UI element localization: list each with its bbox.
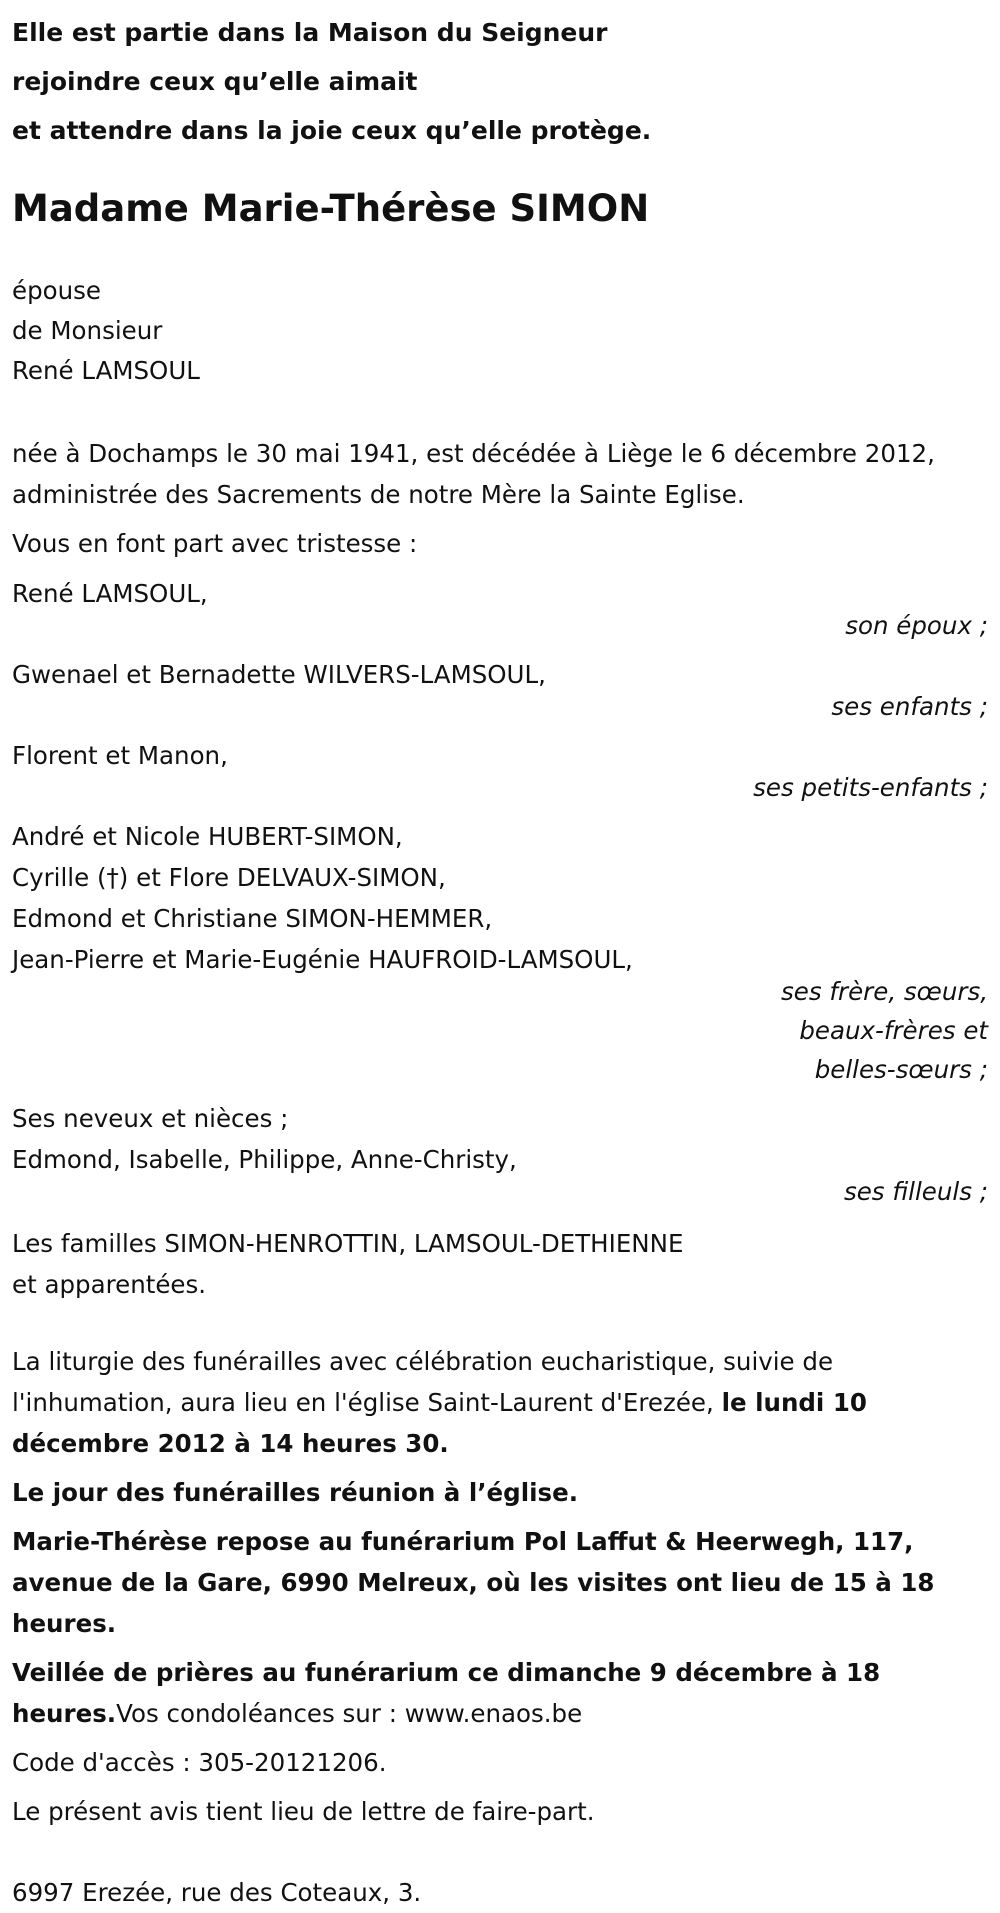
funerarium-line: Marie-Thérèse repose au funérarium Pol Laffut & Heerwegh, 117, <box>12 1527 914 1556</box>
birth-death-line: administrée des Sacrements de notre Mère la Sainte Eglise. <box>12 480 745 509</box>
announcement-intro: Vous en font part avec tristesse : <box>12 529 418 558</box>
spouse-line: épouse <box>12 276 101 305</box>
funerarium-line: avenue de la Gare, 6990 Melreux, où les visites ont lieu de 15 à 18 <box>12 1568 935 1597</box>
family-name-line: Florent et Manon, <box>12 741 228 770</box>
ceremony-block <box>12 1341 988 1464</box>
access-code: Code d'accès : 305-20121206. <box>12 1748 387 1777</box>
relation-line: belles-sœurs ; <box>814 1055 988 1084</box>
faire-part-notice: Le présent avis tient lieu de lettre de faire-part. <box>12 1797 595 1826</box>
relation-line: son époux ; <box>845 611 988 640</box>
family-name-line: Gwenael et Bernadette WILVERS-LAMSOUL, <box>12 660 546 689</box>
family-group <box>12 816 988 1089</box>
ceremony-date: le lundi 10 <box>721 1388 867 1417</box>
family-names <box>12 1098 988 1180</box>
family-name-line: Edmond et Christiane SIMON-HEMMER, <box>12 904 493 933</box>
family-names <box>12 816 988 980</box>
verse-line: Elle est partie dans la Maison du Seigneur <box>12 18 608 47</box>
funerarium-line: heures. <box>12 1609 117 1638</box>
vigil-line: Veillée de prières au funérarium ce dimanche 9 décembre à 18 <box>12 1658 881 1687</box>
deceased-name: Madame Marie-Thérèse SIMON <box>12 187 650 230</box>
family-group <box>12 735 988 807</box>
family-group <box>12 1098 988 1211</box>
family-name-line: René LAMSOUL, <box>12 579 208 608</box>
family-group <box>12 573 988 645</box>
family-name-line: Jean-Pierre et Marie-Eugénie HAUFROID-LAMSOUL, <box>12 945 633 974</box>
vigil-line <box>12 1693 988 1734</box>
relation-line: ses frère, sœurs, <box>781 977 988 1006</box>
reunion-notice: Le jour des funérailles réunion à l’église. <box>12 1478 579 1507</box>
relation-line: ses filleuls ; <box>843 1177 988 1206</box>
verse-line: et attendre dans la joie ceux qu’elle protège. <box>12 116 652 145</box>
family-relation <box>12 972 988 1089</box>
families-line: Les familles SIMON-HENROTTIN, LAMSOUL-DETHIENNE <box>12 1229 684 1258</box>
ceremony-date: décembre 2012 à 14 heures 30. <box>12 1429 449 1458</box>
relation-line: ses enfants ; <box>831 692 988 721</box>
ceremony-line: La liturgie des funérailles avec célébration eucharistique, suivie de <box>12 1347 834 1376</box>
vigil-time: heures. <box>12 1699 117 1728</box>
spouse-line: de Monsieur <box>12 316 163 345</box>
opening-verse <box>12 0 988 155</box>
vigil-block <box>12 1652 988 1734</box>
relation-line: ses petits-enfants ; <box>753 773 988 802</box>
extended-families <box>12 1223 988 1305</box>
birth-death-line: née à Dochamps le 30 mai 1941, est décédée à Liège le 6 décembre 2012, <box>12 439 935 468</box>
family-name-line: Ses neveux et nièces ; <box>12 1104 289 1133</box>
ceremony-text: l'inhumation, aura lieu en l'église Saint-Laurent d'Erezée, <box>12 1388 722 1417</box>
home-address: 6997 Erezée, rue des Coteaux, 3. <box>12 1878 422 1907</box>
birth-death-block <box>12 433 988 515</box>
spouse-block <box>12 271 988 391</box>
family-group <box>12 654 988 726</box>
condolences-text: Vos condoléances sur : www.enaos.be <box>116 1699 583 1728</box>
family-name-line: André et Nicole HUBERT-SIMON, <box>12 822 403 851</box>
ceremony-line <box>12 1382 988 1423</box>
verse-line: rejoindre ceux qu’elle aimait <box>12 67 418 96</box>
family-name-line: Edmond, Isabelle, Philippe, Anne-Christy, <box>12 1145 517 1174</box>
families-line: et apparentées. <box>12 1270 207 1299</box>
family-name-line: Cyrille (†) et Flore DELVAUX-SIMON, <box>12 863 446 892</box>
relation-line: beaux-frères et <box>799 1016 988 1045</box>
spouse-line: René LAMSOUL <box>12 356 200 385</box>
funerarium-block <box>12 1521 988 1644</box>
